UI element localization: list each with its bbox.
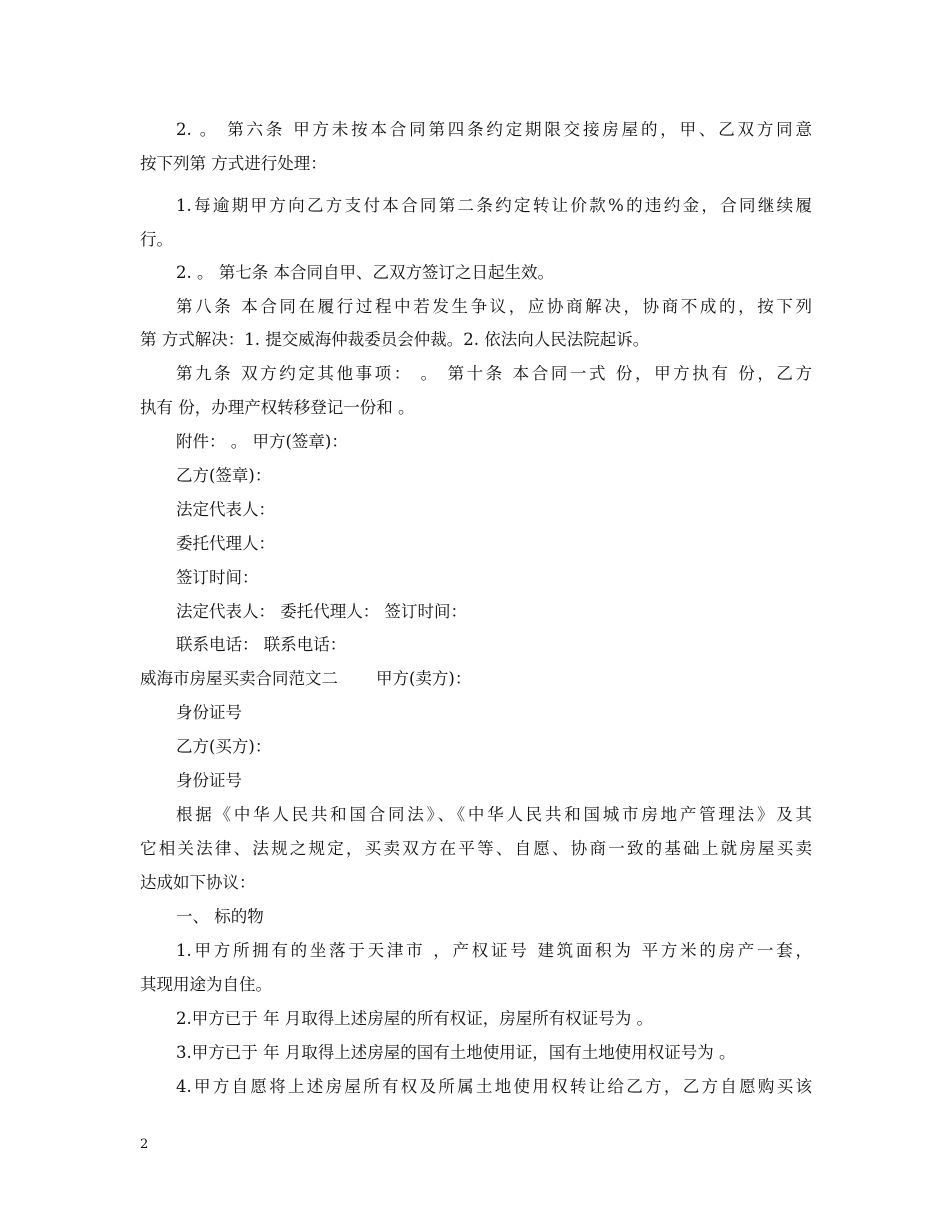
text-line: 签订时间： (176, 568, 259, 587)
text-line: 第 方式解决：1. 提交威海仲裁委员会仲裁。2. 依法向人民法院起诉。 (140, 330, 650, 349)
section-heading-line (140, 668, 812, 690)
text-line: 附件： 。 甲方(签章)： (176, 432, 348, 451)
text-line: 1.每逾期甲方向乙方支付本合同第二条约定转让价款%的违约金，合同继续履 (176, 196, 812, 215)
text-line: 2. 。 第六条 甲方未按本合同第四条约定期限交接房屋的，甲、乙双方同意 (176, 120, 812, 139)
text-line: 4.甲方自愿将上述房屋所有权及所属土地使用权转让给乙方，乙方自愿购买该 (176, 1077, 812, 1096)
text-line: 3.甲方已于 年 月取得上述房屋的国有土地使用证，国有土地使用权证号为 。 (176, 1043, 736, 1062)
text-line: 委托代理人： (176, 534, 275, 553)
text-line: 联系电话： 联系电话： (176, 635, 347, 654)
page-number: 2 (140, 1137, 149, 1152)
text-line: 2. 。 第七条 本合同自甲、乙双方签订之日起生效。 (176, 263, 554, 282)
text-line: 法定代表人： (176, 500, 275, 519)
section-title: 威海市房屋买卖合同范文二 (140, 669, 338, 688)
text-line: 其现用途为自住。 (140, 975, 272, 994)
text-line: 法定代表人： 委托代理人： 签订时间： (176, 602, 467, 621)
text-line: 身份证号 (176, 771, 242, 790)
text-line: 按下列第 方式进行处理： (140, 154, 327, 173)
text-line: 乙方(签章)： (176, 466, 272, 485)
text-line: 1.甲方所拥有的坐落于天津市 ，产权证号 建筑面积为 平方米的房产一套， (176, 941, 812, 960)
text-line: 行。 (140, 230, 173, 249)
text-line: 2.甲方已于 年 月取得上述房屋的所有权证，房屋所有权证号为 。 (176, 1009, 653, 1028)
text-fragment: 甲方(卖方)： (376, 669, 472, 688)
text-line: 第八条 本合同在履行过程中若发生争议，应协商解决，协商不成的，按下列 (176, 297, 812, 316)
text-line: 一、 标的物 (176, 907, 264, 926)
text-line: 身份证号 (176, 703, 242, 722)
text-line: 根据《中华人民共和国合同法》、《中华人民共和国城市房地产管理法》及其 (176, 805, 812, 824)
text-line: 乙方(买方)： (176, 737, 272, 756)
text-line: 达成如下协议： (140, 873, 256, 892)
text-line: 它相关法律、法规之规定，买卖双方在平等、自愿、协商一致的基础上就房屋买卖 (140, 839, 812, 858)
text-line: 执有 份，办理产权转移登记一份和 。 (140, 398, 415, 417)
text-line: 第九条 双方约定其他事项： 。 第十条 本合同一式 份，甲方执有 份，乙方 (176, 364, 812, 383)
